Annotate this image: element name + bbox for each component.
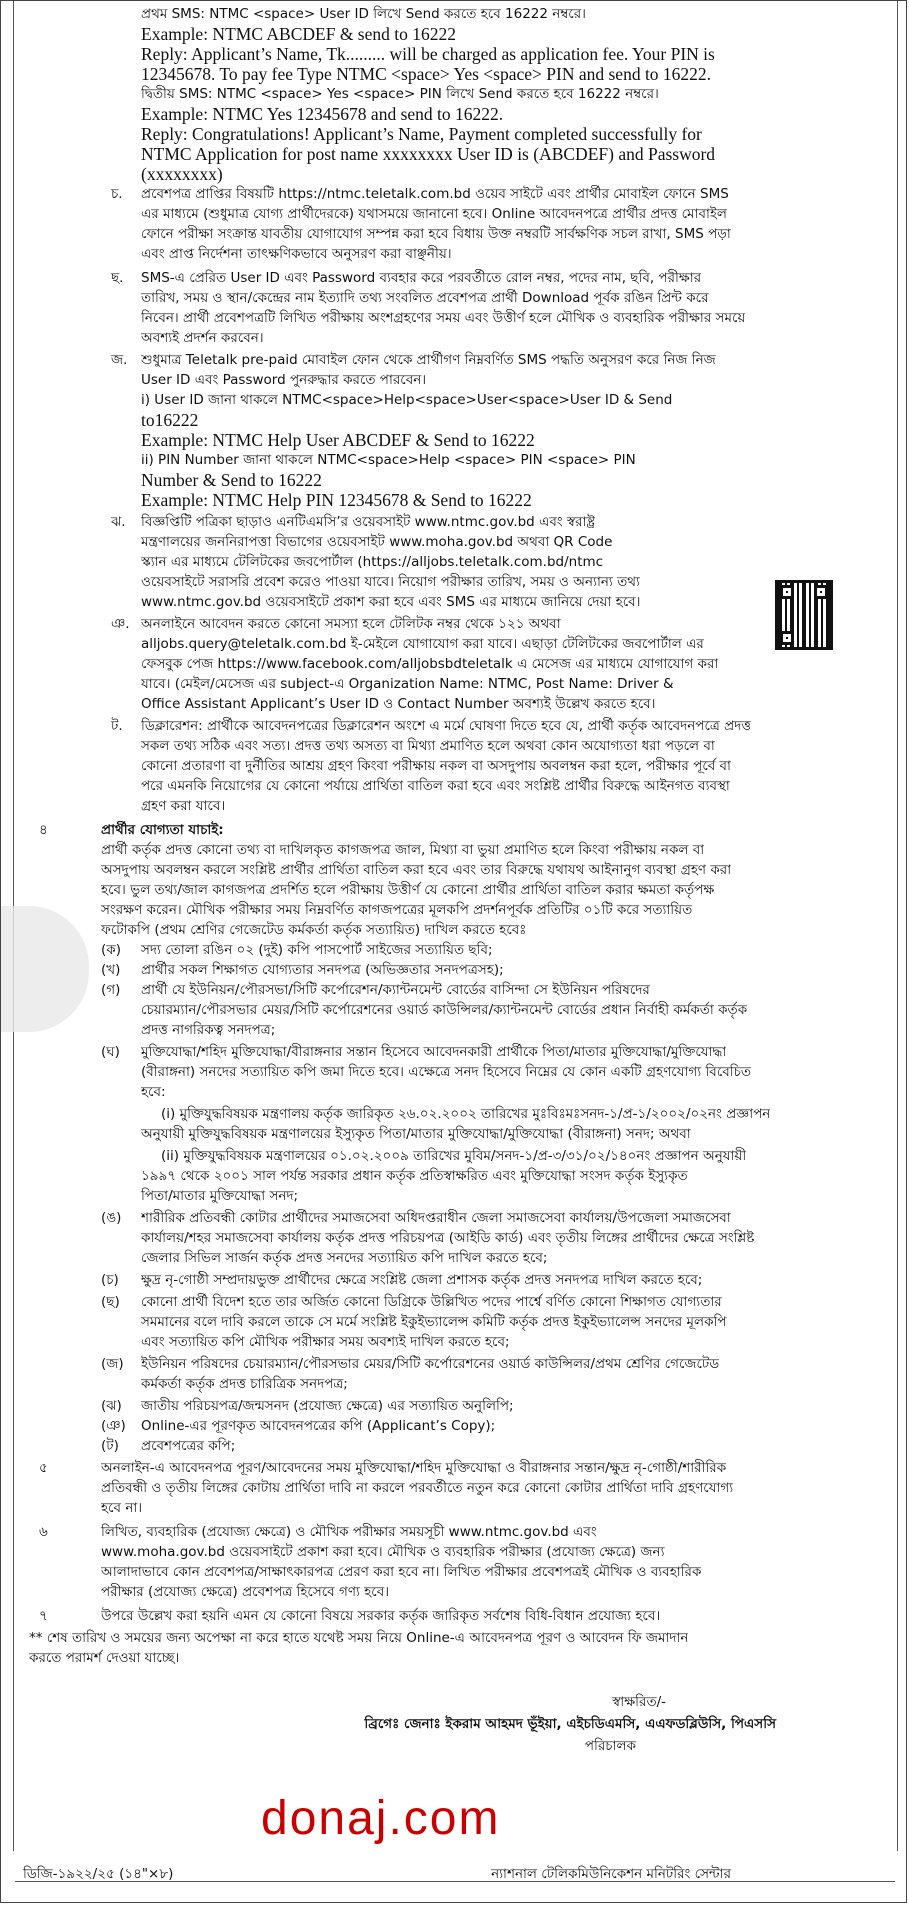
signed-label: স্বাক্ষরিত/- (612, 1694, 666, 1710)
notice-line: 12345678. To pay fee Type NTMC <space> Yes <space> PIN and send to 16222. (141, 65, 712, 84)
notice-line: অসদুপায় অবলম্বন করলে সংশ্লিষ্ট প্রার্থীর প্রার্থিতা বাতিল করা হবে এবং তার বিরুদ্ধে যথাযথ আইনানুগ ব্যবস্থা গ্রহণ করা (101, 862, 732, 878)
notice-line: alljobs.query@teletalk.com.bd ই-মেইলে যোগাযোগ করা যাবে। এছাড়া টেলিটকের জবপোর্টাল এর (141, 636, 704, 652)
notice-line: তারিখ, সময় ও স্থান/কেন্দ্রের নাম ইত্যাদি তথ্য সংবলিত প্রবেশপত্র প্রার্থী Download পূর্বক রঙিন প্রিন্ট করে (141, 290, 709, 306)
notice-line: (ঝ) (101, 1398, 122, 1414)
notice-line: ফেসবুক পেজ https://www.facebook.com/alljobsbdteletalk এ মেসেজ এর মাধ্যমে যোগাযোগ করা (141, 656, 719, 672)
notice-line: জাতীয় পরিচয়পত্র/জন্মসনদ (প্রযোজ্য ক্ষেত্রে) এর সত্যায়িত অনুলিপি; (141, 1398, 514, 1414)
notice-line: বিজ্ঞপ্তিটি পত্রিকা ছাড়াও এনটিএমসি’র ওয়েবসাইট www.ntmc.gov.bd এবং স্বরাষ্ট্র (141, 514, 596, 530)
notice-line: সংরক্ষণ করেন। মৌখিক পরীক্ষার সময় নিম্নবর্ণিত কাগজপত্রের মূলকপি প্রদর্শনপূর্বক প্রতিটির ০১টি করে সত্যায়িত (101, 902, 693, 918)
notice-line: লিখিত, ব্যবহারিক (প্রযোজ্য ক্ষেত্রে) ও মৌখিক পরীক্ষার সময়সূচী www.ntmc.gov.bd এবং (101, 1524, 597, 1540)
footer-code: ডিজি-১৯২২/২৫ (১৪"×৮) (23, 1866, 174, 1882)
notice-line: প্রতিবন্ধী ও তৃতীয় লিঙ্গের কোটায় প্রার্থিতা দাবি না করলে পরবর্তীতে নতুন করে কোনো কোটার প্রার্থিতা দাবি গ্রহণযোগ্য (101, 1480, 734, 1496)
notice-line: www.ntmc.gov.bd ওয়েবসাইটে প্রকাশ করা হবে এবং SMS এর মাধ্যমে জানিয়ে দেয়া হবে। (141, 594, 641, 610)
notice-line: এবং সত্যায়িত কপি মৌখিক পরীক্ষার সময় অবশ্যই দাখিল করতে হবে; (141, 1334, 510, 1350)
notice-line: সকল তথ্য সঠিক এবং সত্য। প্রদত্ত তথ্য অসত্য বা মিথ্যা প্রমাণিত হলে অথবা কোন অযোগ্যতা ধরা পড়লে বা (141, 738, 715, 754)
notice-line: (ক) (101, 942, 121, 958)
notice-line: শুধুমাত্র Teletalk pre-paid মোবাইল ফোন থেকে প্রার্থীগণ নিম্নবর্ণিত SMS পদ্ধতি অনুসরণ করে নিজ নিজ (141, 352, 716, 368)
notice-line: মুক্তিযোদ্ধা/শহিদ মুক্তিযোদ্ধা/বীরাঙ্গনার সন্তান হিসেবে আবেদনকারী প্রার্থীকে পিতা/মাতার মুক্তিযোদ্ধা/মুক্তিযোদ্ধা (141, 1044, 727, 1060)
notice-line: অনলাইনে আবেদন করতে কোনো সমস্যা হলে টেলিটক নম্বর থেকে ১২১ অথবা (141, 616, 561, 632)
signatory-name: ব্রিগেঃ জেনাঃ ইকরাম আহমদ ভূঁইয়া, এইচডিএমসি, এএফডব্লিউসি, পিএসসি (364, 1716, 776, 1732)
notice-line: প্রবেশপত্রের কপি; (141, 1438, 236, 1454)
notice-line: Example: NTMC Yes 12345678 and send to 16222. (141, 105, 504, 124)
notice-line: প্রার্থী কর্তৃক প্রদত্ত কোনো তথ্য বা দাখিলকৃত কাগজপত্র জাল, মিথ্যা বা ভুয়া প্রমাণিত হলে কিংবা পরীক্ষায় নকল বা (101, 842, 705, 858)
notice-line: to16222 (141, 411, 199, 430)
notice-line: অবশ্যই প্রদর্শন করবেন। (141, 330, 264, 346)
footer-office: ন্যাশনাল টেলিকমিউনিকেশন মনিটরিং সেন্টার (491, 1866, 731, 1882)
notice-line: Example: NTMC ABCDEF & send to 16222 (141, 25, 456, 44)
notice-line: জেলার সিভিল সার্জন কর্তৃক প্রদত্ত সনদের সত্যায়িত কপি দাখিল করতে হবে; (141, 1250, 548, 1266)
notice-line: ফোনে পরীক্ষা সংক্রান্ত যাবতীয় যোগাযোগ সম্পন্ন করা হবে বিধায় উক্ত নম্বরটি সার্বক্ষণিক সচল রাখা, SMS পড়া (141, 226, 731, 242)
notice-line: কোনো প্রার্থী বিদেশ হতে তার অর্জিত কোনো ডিগ্রিকে উল্লিখিত পদের পার্শ্বে বর্ণিত কোনো শিক্ষাগত যোগ্যতার (141, 1294, 722, 1310)
notice-line: উপরে উল্লেখ করা হয়নি এমন যে কোনো বিষয়ে সরকার কর্তৃক জারিকৃত সর্বশেষ বিধি-বিধান প্রযোজ্য হবে। (101, 1608, 661, 1624)
notice-line: (ছ) (101, 1294, 120, 1310)
notice-line: ক্ষুদ্র নৃ-গোষ্ঠী সম্প্রদায়ভুক্ত প্রার্থীদের ক্ষেত্রে সংশ্লিষ্ট জেলা প্রশাসক কর্তৃক প্রদত্ত সনদপত্র দাখিল করতে হবে; (141, 1272, 703, 1288)
notice-line: (ট) (101, 1438, 119, 1454)
notice-line: হবে: (141, 1084, 166, 1100)
notice-line: হবে না। (101, 1500, 143, 1516)
notice-line: প্রবেশপত্র প্রাপ্তির বিষয়টি https://ntmc.teletalk.com.bd ওয়েব সাইটে এবং প্রার্থীর মোবাইল ফোনে SMS (141, 186, 729, 202)
notice-line: প্রার্থী যে ইউনিয়ন/পৌরসভা/সিটি কর্পোরেশন/ক্যান্টনমেন্ট বোর্ডের বাসিন্দা সে ইউনিয়ন পরিষদের (141, 982, 650, 998)
notice-line: নিবেন। প্রার্থী প্রবেশপত্রটি লিখিত পরীক্ষায় অংশগ্রহণের সময় এবং উত্তীর্ণ হলে মৌখিক ও ব্যবহারিক পরীক্ষার সময়ে (141, 310, 746, 326)
notice-line: স্ক্যান এর মাধ্যমে টেলিটকের জবপোর্টাল (https://alljobs.teletalk.com.bd/ntmc (141, 554, 604, 570)
notice-line: Example: NTMC Help PIN 12345678 & Send to 16222 (141, 491, 532, 510)
notice-line: ৫ (39, 1460, 48, 1476)
notice-line: Office Assistant Applicant’s User ID ও Contact Number অবশ্যই উল্লেখ করতে হবে। (141, 696, 656, 712)
notice-line: (xxxxxxxx) (141, 165, 223, 184)
notice-line: Number & Send to 16222 (141, 471, 322, 490)
notice-line: এর মাধ্যমে (শুধুমাত্র যোগ্য প্রার্থীদেরকে) যথাসময়ে জানানো হবে। Online আবেদনপত্রে প্রার্থীর প্রদত্ত মোবাইল (141, 206, 727, 222)
notice-line: Reply: Congratulations! Applicant’s Name, Payment completed successfully for (141, 125, 702, 144)
signatory-designation: পরিচালক (584, 1738, 636, 1754)
notice-line: যাবে। (মেইল/মেসেজ এর subject-এ Organization Name: NTMC, Post Name: Driver & (141, 676, 674, 692)
notice-line: ১৯৯৭ থেকে ২০০১ সাল পর্যন্ত সরকার প্রধান কর্তৃক প্রতিস্বাক্ষরিত এবং মুক্তিযোদ্ধা সংসদ কর্তৃক ইস্যুকৃত (141, 1168, 688, 1184)
notice-line: পরে এমনকি নিয়োগের যে কোনো পর্যায়ে প্রার্থিতা বাতিল করা হবে এবং সংশ্লিষ্ট প্রার্থীর বিরুদ্ধে আইনগত ব্যবস্থা (141, 778, 730, 794)
notice-line: ছ. (111, 270, 124, 286)
notice-line: (ঙ) (101, 1210, 122, 1226)
notice-line: ফটোকপি (প্রথম শ্রেণির গেজেটেড কর্মকর্তা কর্তৃক সত্যায়িত) দাখিল করতে হবেঃ (101, 922, 527, 938)
notice-line: ঞ. (111, 616, 130, 632)
notice-line: করতে পরামর্শ দেওয়া যাচ্ছে। (29, 1650, 180, 1666)
notice-line: ৬ (39, 1524, 48, 1540)
site-watermark: donaj.com (261, 1792, 501, 1845)
notice-line: (ii) মুক্তিযুদ্ধবিষয়ক মন্ত্রণালয়ের ০১.০২.২০০৯ তারিখের মুবিম/সনদ-১/প্র-৩/৩১/০২/১৪০নং প্রজ্ঞাপন অনুযায়ী (161, 1148, 747, 1164)
notice-line: (খ) (101, 962, 121, 978)
notice-line: অনুযায়ী মুক্তিযুদ্ধবিষয়ক মন্ত্রণালয়ের ইস্যুকৃত পিতা/মাতার মুক্তিযোদ্ধা/মুক্তিযোদ্ধা (বীরাঙ্গনা) সনদ; অথবা (141, 1126, 691, 1142)
notice-line: প্রার্থীর সকল শিক্ষাগত যোগ্যতার সনদপত্র (অভিজ্ঞতার সনদপত্রসহ); (141, 962, 504, 978)
notice-line: (ঘ) (101, 1044, 120, 1060)
notice-line: ট. (111, 718, 123, 734)
notice-line: SMS-এ প্রেরিত User ID এবং Password ব্যবহার করে পরবর্তীতে রোল নম্বর, পদের নাম, ছবি, পরীক্ষার (141, 270, 702, 286)
notice-line: অনলাইন-এ আবেদনপত্র পূরণ/আবেদনের সময় মুক্তিযোদ্ধা/শহিদ মুক্তিযোদ্ধা ও বীরাঙ্গনার সন্তান/ক্ষুদ্র নৃ-গোষ্ঠী/শারীরিক (101, 1460, 727, 1476)
notice-line: www.moha.gov.bd ওয়েবসাইটে প্রকাশ করা হবে। মৌখিক ও ব্যবহারিক পরীক্ষার (প্রযোজ্য ক্ষেত্রে) জন্য (101, 1544, 665, 1560)
notice-line: এবং প্রাপ্ত নির্দেশনা তাৎক্ষণিকভাবে অনুসরণ করা বাঞ্ছনীয়। (141, 246, 452, 262)
notice-line: কার্যালয়/শহর সমাজসেবা কার্যালয় কর্তৃক প্রদত্ত পরিচয়পত্র (আইডি কার্ড) এবং তৃতীয় লিঙ্গের প্রার্থীদের ক্ষেত্রে সংশ্লিষ্ট (141, 1230, 755, 1246)
notice-line: (চ) (101, 1272, 119, 1288)
qr-code-icon[interactable] (775, 580, 833, 650)
notice-line: প্রদত্ত নাগরিকত্ব সনদপত্র; (141, 1022, 276, 1038)
notice-line: জ. (111, 352, 128, 368)
notice-line: ঝ. (111, 514, 126, 530)
notice-line: কোনো প্রতারণা বা দুর্নীতির আশ্রয় গ্রহণ কিংবা পরীক্ষায় নকল বা অসদুপায় অবলম্বন করা হলে, পরীক্ষার পূর্বে বা (141, 758, 731, 774)
notice-line: ** শেষ তারিখ ও সময়ের জন্য অপেক্ষা না করে হাতে যথেষ্ট সময় নিয়ে Online-এ আবেদনপত্র পূরণ ও আবেদন ফি জমাদান (29, 1630, 689, 1646)
notice-line: i) User ID জানা থাকলে NTMC<space>Help<space>User<space>User ID & Send (141, 392, 673, 408)
notice-line: প্রার্থীর যোগ্যতা যাচাই: (101, 822, 224, 838)
notice-line: চেয়ারম্যান/পৌরসভার মেয়র/সিটি কর্পোরেশনের ওয়ার্ড কাউন্সিলর/ক্যান্টনমেন্ট বোর্ডের প্রধান নির্বাহী কর্মকর্তা কর্তৃক (141, 1002, 748, 1018)
notice-line: হবে। ভুল তথ্য/জাল কাগজপত্র প্রদর্শিত হলে পরীক্ষায় উত্তীর্ণ যে কোনো প্রার্থীর প্রার্থিতা বাতিল করার ক্ষমতা কর্তৃপক্ষ (101, 882, 715, 898)
notice-line: ৪ (39, 822, 48, 838)
notice-line: চ. (111, 186, 123, 202)
notice-line: কর্মকর্তা কর্তৃক প্রদত্ত চারিত্রিক সনদপত্র; (141, 1376, 348, 1392)
notice-line: (বীরাঙ্গনা) সনদের সত্যায়িত কপি জমা দিতে হবে। এক্ষেত্রে সনদ হিসেবে নিম্নের যে কোন একটি গ্রহণযোগ্য বিবেচিত (141, 1064, 752, 1080)
notice-line: ইউনিয়ন পরিষদের চেয়ারম্যান/পৌরসভার মেয়র/সিটি কর্পোরেশনের ওয়ার্ড কাউন্সিলর/প্রথম শ্রেণির গেজেটেড (141, 1356, 720, 1372)
notice-line: দ্বিতীয় SMS: NTMC <space> Yes <space> PIN লিখে Send করতে হবে 16222 নম্বরে। (141, 86, 659, 102)
notice-line: ii) PIN Number জানা থাকলে NTMC<space>Help <space> PIN <space> PIN (141, 452, 636, 468)
notice-line: ওয়েবসাইটে সরাসরি প্রবেশ করেও পাওয়া যাবে। নিয়োগ পরীক্ষার তারিখ, সময় ও অন্যান্য তথ্য (141, 574, 640, 590)
notice-line: গ্রহণ করা যাবে। (141, 798, 226, 814)
notice-line: ডিক্লারেশন: প্রার্থীকে আবেদনপত্রের ডিক্লারেশন অংশে এ মর্মে ঘোষণা দিতে হবে যে, প্রার্থী কর্তৃক আবেদনপত্রে প্রদত্ত (141, 718, 751, 734)
notice-line: পিতা/মাতার মুক্তিযোদ্ধা সনদ; (141, 1188, 299, 1204)
notice-line: NTMC Application for post name xxxxxxxx User ID is (ABCDEF) and Password (141, 145, 716, 164)
notice-line: Example: NTMC Help User ABCDEF & Send to 16222 (141, 431, 535, 450)
notice-line: (গ) (101, 982, 121, 998)
notice-line: (i) মুক্তিযুদ্ধবিষয়ক মন্ত্রণালয় কর্তৃক জারিকৃত ২৬.০২.২০০২ তারিখের মুঃবিঃমঃসনদ-১/প্র-১/২০০২/০২নং প্রজ্ঞাপন (161, 1106, 771, 1122)
notice-line: প্রথম SMS: NTMC <space> User ID লিখে Send করতে হবে 16222 নম্বরে। (141, 6, 586, 22)
notice-line: Online-এর পূরণকৃত আবেদনপত্রের কপি (Applicant’s Copy); (141, 1418, 496, 1434)
notice-line: পরীক্ষার (প্রযোজ্য ক্ষেত্রে) প্রবেশপত্র হিসেবে গণ্য হবে। (101, 1584, 390, 1600)
notice-line: মন্ত্রণালয়ের জননিরাপত্তা বিভাগের ওয়েবসাইট www.moha.gov.bd অথবা QR Code (141, 534, 613, 550)
notice-line: সমমানের বলে দাবি করলে তাকে সে মর্মে সংশ্লিষ্ট ইকুইভ্যালেন্স কমিটি কর্তৃক প্রদত্ত ইকুইভ্যালেন্স সনদের মূলকপি (141, 1314, 727, 1330)
notice-line: (জ) (101, 1356, 124, 1372)
notice-line: User ID এবং Password পুনরুদ্ধার করতে পারবেন। (141, 372, 427, 388)
notice-line: Reply: Applicant’s Name, Tk......... will be charged as application fee. Your PIN is (141, 45, 715, 64)
notice-line: (ঞ) (101, 1418, 126, 1434)
notice-line: সদ্য তোলা রঙিন ০২ (দুই) কপি পাসপোর্ট সাইজের সত্যায়িত ছবি; (141, 942, 493, 958)
notice-line: শারীরিক প্রতিবন্ধী কোটার প্রার্থীদের সমাজসেবা অধিদপ্তরাধীন জেলা সমাজসেবা কার্যালয়/উপজেলা সমাজসেবা (141, 1210, 731, 1226)
notice-line: আলাদাভাবে কোন প্রবেশপত্র/সাক্ষাৎকারপত্র প্রেরণ করা হবে না। লিখিত পরীক্ষার প্রবেশপত্রই মৌখিক ও ব্যবহারিক (101, 1564, 702, 1580)
notice-line: ৭ (39, 1608, 48, 1624)
